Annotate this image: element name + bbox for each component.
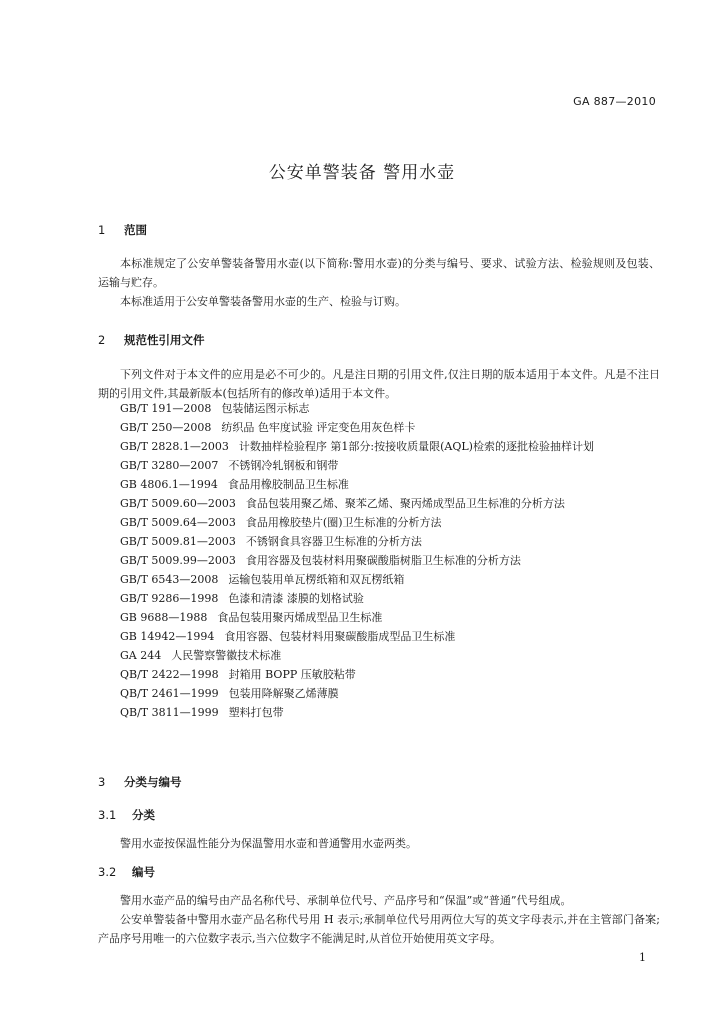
reference-item: QB/T 2422—1998 封箱用 BOPP 压敏胶粘带 — [120, 668, 356, 681]
reference-item: QB/T 2461—1999 包装用降解聚乙烯薄膜 — [120, 687, 339, 700]
subsection-number: 3.2 — [98, 865, 117, 879]
document-title: 公安单警装备 警用水壶 — [268, 163, 456, 183]
subsection-3-2-heading — [98, 864, 155, 880]
reference-item: GB/T 6543—2008 运输包装用单瓦楞纸箱和双瓦楞纸箱 — [120, 573, 405, 586]
subsection-3-2-paragraph-1: 警用水壶产品的编号由产品名称代号、承制单位代号、产品序号和“保温”或“普通”代号组成。 — [120, 894, 572, 907]
reference-item: GB 9688—1988 食品包装用聚丙烯成型品卫生标准 — [120, 611, 383, 624]
standard-code: GA 887—2010 — [573, 95, 656, 108]
section-1-paragraph-1: 本标准规定了公安单警装备警用水壶(以下简称:警用水壶)的分类与编号、要求、试验方法、检验规则及包装、运输与贮存。 — [98, 257, 660, 289]
reference-item: GB/T 9286—1998 色漆和清漆 漆膜的划格试验 — [120, 592, 364, 605]
section-title: 范围 — [124, 223, 148, 237]
reference-item: GB/T 2828.1—2003 计数抽样检验程序 第1部分:按接收质量限(AQL)检索的逐批检验抽样计划 — [120, 440, 594, 453]
reference-item: GB/T 5009.81—2003 不锈钢食具容器卫生标准的分析方法 — [120, 535, 422, 548]
subsection-3-1-text: 警用水壶按保温性能分为保温警用水壶和普通警用水壶两类。 — [120, 837, 417, 850]
section-2-intro: 下列文件对于本文件的应用是必不可少的。凡是注日期的引用文件,仅注日期的版本适用于本文件。凡是不注日期的引用文件,其最新版本(包括所有的修改单)适用于本文件。 — [98, 368, 660, 400]
section-1-heading — [98, 222, 147, 238]
reference-item: GB 4806.1—1994 食品用橡胶制品卫生标准 — [120, 478, 349, 491]
section-2-heading — [98, 332, 205, 348]
section-title: 分类与编号 — [124, 775, 182, 789]
section-1-paragraph-2: 本标准适用于公安单警装备警用水壶的生产、检验与订购。 — [120, 295, 406, 308]
subsection-3-1-heading — [98, 807, 155, 823]
section-title: 规范性引用文件 — [124, 333, 205, 347]
page-number: 1 — [639, 951, 646, 964]
section-3-heading — [98, 774, 182, 790]
section-number: 2 — [98, 333, 106, 347]
reference-item: GB 14942—1994 食用容器、包装材料用聚碳酸脂成型品卫生标准 — [120, 630, 456, 643]
section-number: 3 — [98, 775, 106, 789]
reference-item: GB/T 3280—2007 不锈钢冷轧钢板和钢带 — [120, 459, 339, 472]
subsection-title: 编号 — [132, 865, 156, 879]
reference-item: GB/T 5009.60—2003 食品包装用聚乙烯、聚苯乙烯、聚丙烯成型品卫生标准的分析方法 — [120, 497, 565, 510]
reference-item: GB/T 191—2008 包装储运图示标志 — [120, 402, 310, 415]
reference-item: GB/T 250—2008 纺织品 色牢度试验 评定变色用灰色样卡 — [120, 421, 416, 434]
reference-item: GA 244 人民警察警徽技术标准 — [120, 649, 282, 662]
reference-item: GB/T 5009.64—2003 食品用橡胶垫片(圈)卫生标准的分析方法 — [120, 516, 442, 529]
subsection-title: 分类 — [132, 808, 156, 822]
reference-item: QB/T 3811—1999 塑料打包带 — [120, 706, 284, 719]
reference-item: GB/T 5009.99—2003 食用容器及包装材料用聚碳酸脂树脂卫生标准的分析方法 — [120, 554, 521, 567]
subsection-number: 3.1 — [98, 808, 117, 822]
reference-list — [98, 399, 660, 722]
subsection-3-2-paragraph-2: 公安单警装备中警用水壶产品名称代号用 H 表示;承制单位代号用两位大写的英文字母表示,并在主管部门备案;产品序号用唯一的六位数字表示,当六位数字不能满足时,从首位开始使用英文字母。 — [98, 913, 660, 945]
section-number: 1 — [98, 223, 106, 237]
